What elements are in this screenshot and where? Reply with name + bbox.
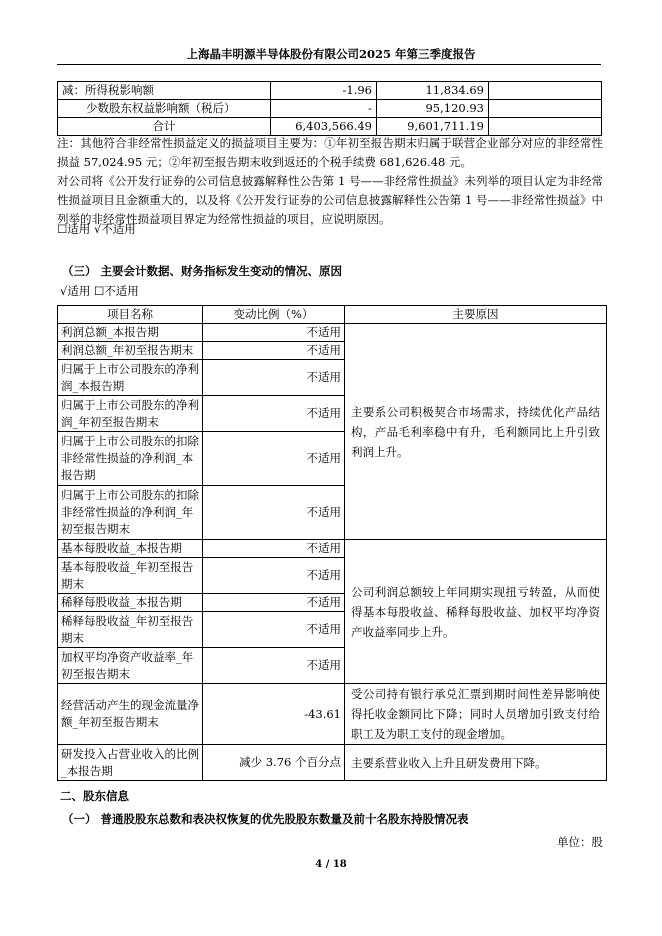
header-item-name: 项目名称 [58,306,203,324]
change-ratio: 不适用 [203,486,345,540]
change-ratio: 减少 3.76 个百分点 [203,745,345,781]
section-heading-shareholders: 二、股东信息 [60,789,129,803]
item-name: 稀释每股收益_本报告期 [58,594,203,612]
row-value-ytd: 11,834.69 [377,82,489,100]
change-ratio: 不适用 [203,432,345,486]
table-row [58,82,602,100]
row-note [489,118,602,136]
table-row [58,540,607,558]
row-label: 少数股东权益影响额（税后） [58,100,271,118]
row-note [489,82,602,100]
change-ratio: 不适用 [203,648,345,684]
unit-label: 单位：股 [557,835,603,849]
row-value-ytd: 95,120.93 [377,100,489,118]
item-name: 归属于上市公司股东的净利润_年初至报告期末 [58,396,203,432]
reason-eps: 公司利润总额较上年同期实现扭亏转盈，从而使得基本每股收益、稀释每股收益、加权平均净资产收益率同步上升。 [345,540,607,684]
change-ratio: 不适用 [203,324,345,342]
reason-profit: 主要系公司积极契合市场需求，持续优化产品结构，产品毛利率稳中有升，毛利额同比上升引致利润上升。 [345,324,607,540]
section-heading-changes: （三） 主要会计数据、财务指标发生变动的情况、原因 [62,264,343,278]
row-value-current: - [271,100,377,118]
item-name: 研发投入占营业收入的比例_本报告期 [58,745,203,781]
item-name: 加权平均净资产收益率_年初至报告期末 [58,648,203,684]
table-header-row [58,306,607,324]
item-name: 利润总额_年初至报告期末 [58,342,203,360]
change-ratio: 不适用 [203,540,345,558]
reason-rnd: 主要系营业收入上升且研发费用下降。 [345,745,607,781]
row-value-ytd: 9,601,711.19 [377,118,489,136]
item-name: 基本每股收益_年初至报告期末 [58,558,203,594]
change-ratio: 不适用 [203,342,345,360]
reason-cashflow: 受公司持有银行承兑汇票到期时间性差异影响使得托收金额同比下降；同时人员增加引致支付给职工及为职工支付的现金增加。 [345,684,607,745]
change-ratio: 不适用 [203,558,345,594]
non-recurring-items-table-tail [57,81,602,136]
item-name: 稀释每股收益_年初至报告期末 [58,612,203,648]
page-number: 4 / 18 [315,859,347,870]
subheading-shareholder-table: （一） 普通股股东总数和表决权恢复的优先股股东数量及前十名股东持股情况表 [62,812,469,826]
change-ratio: 不适用 [203,612,345,648]
table-row [58,745,607,781]
change-ratio: 不适用 [203,396,345,432]
note-explanation: 对公司将《公开发行证券的公司信息披露解释性公告第 1 号——非经常性损益》未列举的项目认定为非经常性损益项目且金额重大的，以及将《公开发行证券的公司信息披露解释性公告第 1 号——非经常性损益》中列举的非经常性损益项目界定为经常性损益的项目，应说明原因。 [57,174,603,226]
row-value-current: 6,403,566.49 [271,118,377,136]
page-header-title: 上海晶丰明源半导体股份有限公司2025 年第三季度报告 [186,47,476,61]
row-label: 减：所得税影响额 [58,82,271,100]
change-ratio: -43.61 [203,684,345,745]
header-divider [57,64,601,65]
table-row [58,684,607,745]
item-name: 经营活动产生的现金流量净额_年初至报告期末 [58,684,203,745]
change-ratio: 不适用 [203,594,345,612]
change-ratio: 不适用 [203,360,345,396]
header-main-reason: 主要原因 [345,306,607,324]
row-value-current: -1.96 [271,82,377,100]
indicator-change-table [57,305,607,781]
applicable-status-2: √适用 ☐不适用 [60,284,139,298]
header-change-ratio: 变动比例（%） [203,306,345,324]
item-name: 归属于上市公司股东的净利润_本报告期 [58,360,203,396]
row-note [489,100,602,118]
table-row [58,324,607,342]
item-name: 归属于上市公司股东的扣除非经常性损益的净利润_本报告期 [58,432,203,486]
applicable-status-1: ☐适用 √不适用 [57,222,136,236]
note-other-items: 注：其他符合非经常性损益定义的损益项目主要为：①年初至报告期末归属于联营企业部分对应的非经常性损益 57,024.95 元；②年初至报告期末收到返还的个税手续费 681,626.48 元。 [57,136,603,169]
item-name: 归属于上市公司股东的扣除非经常性损益的净利润_年初至报告期末 [58,486,203,540]
row-label: 合计 [58,118,271,136]
table-row [58,118,602,136]
item-name: 基本每股收益_本报告期 [58,540,203,558]
item-name: 利润总额_本报告期 [58,324,203,342]
table-row [58,100,602,118]
